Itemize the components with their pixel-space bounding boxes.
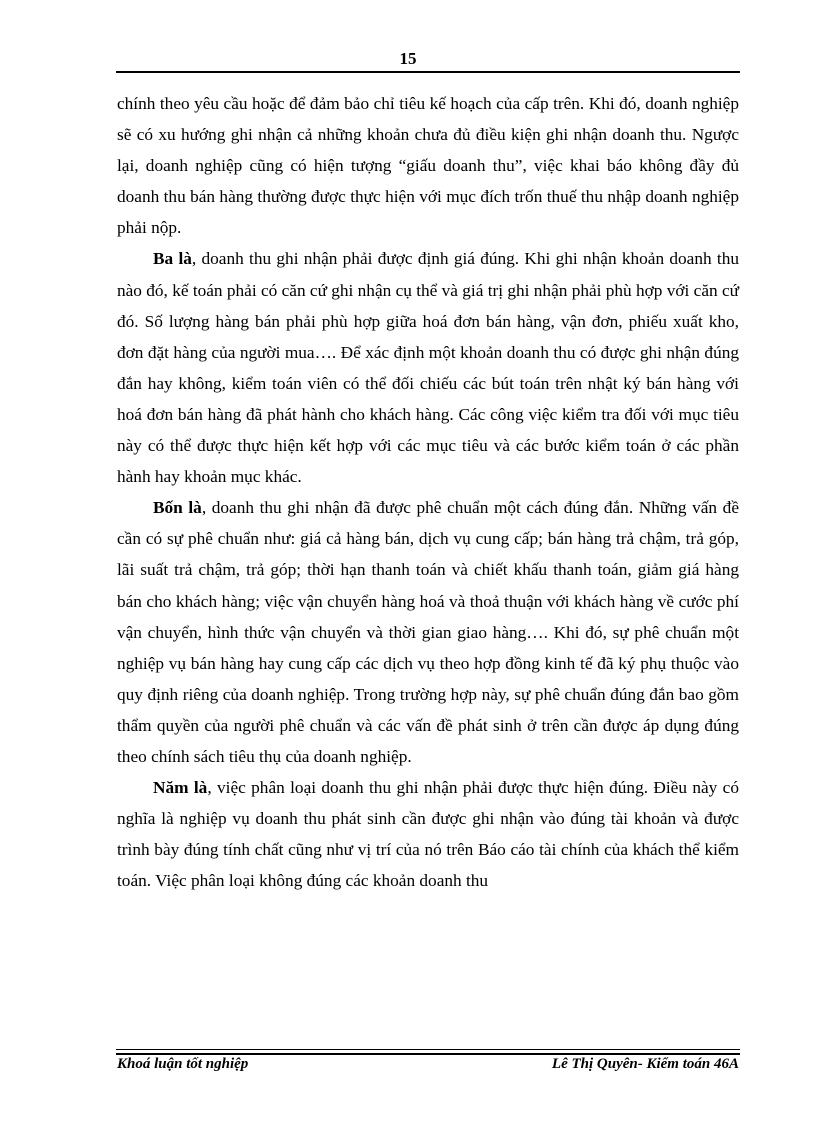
page-number: 15: [399, 49, 417, 68]
paragraph-lead: Năm là: [153, 778, 208, 798]
footer-rule: [116, 1049, 740, 1055]
paragraph-text: , doanh thu ghi nhận đã được phê chuẩn một cách đúng đắn. Những vấn đề cần có sự phê chuẩn như: giá cả hàng bán, dịch vụ cung cấp; bán hàng trả chậm, trả góp, lãi suất trả chậm, trả góp; thời hạn thanh toán và chiết khấu thanh toán, giảm giá hàng bán cho khách hàng; việc vận chuyển hàng hoá và thoả thuận với khách hàng về cước phí vận chuyển, hình thức vận chuyển và thời gian giao hàng…. Khi đó, sự phê chuẩn một nghiệp vụ bán hàng hay cung cấp các dịch vụ theo hợp đồng kinh tế đã ký phụ thuộc vào quy định riêng của doanh nghiệp. Trong trường hợp này, sự phê chuẩn đúng đắn bao gồm thẩm quyền của người phê chuẩn và các vấn đề phát sinh ở trên cần được áp dụng đúng theo chính sách tiêu thụ của doanh nghiệp.: [117, 498, 739, 766]
footer-author: Lê Thị Quyên- Kiểm toán 46A: [551, 1056, 739, 1072]
paragraph-continuation: [117, 88, 739, 243]
paragraph-lead: Ba là: [153, 249, 192, 269]
paragraph-text: , việc phân loại doanh thu ghi nhận phải được thực hiện đúng. Điều này có nghĩa là nghiệp vụ doanh thu phát sinh cần được ghi nhận vào đúng tài khoản và được trình bày đúng tính chất cũng như vị trí của nó trên Báo cáo tài chính của khách thể kiểm toán. Việc phân loại không đúng các khoản doanh thu: [117, 778, 739, 891]
footer-thesis-label: Khoá luận tốt nghiệp: [117, 1056, 249, 1072]
paragraph-lead: Bốn là: [153, 498, 202, 518]
paragraph-nam-la: [117, 772, 739, 896]
paragraph-text: , doanh thu ghi nhận phải được định giá đúng. Khi ghi nhận khoản doanh thu nào đó, kế toán phải có căn cứ ghi nhận cụ thể và giá trị ghi nhận phải phù hợp với căn cứ đó. Số lượng hàng bán phải phù hợp giữa hoá đơn bán hàng, vận đơn, phiếu xuất kho, đơn đặt hàng của người mua…. Để xác định một khoản doanh thu có được ghi nhận đúng đắn hay không, kiểm toán viên có thể đối chiếu các bút toán trên nhật ký bán hàng với hoá đơn bán hàng đã phát hành cho khách hàng. Các công việc kiểm tra đối với mục tiêu này có thể được thực hiện kết hợp với các mục tiêu và các bước kiểm toán ở các phần hành hay khoản mục khác.: [117, 249, 739, 487]
paragraph-bon-la: [117, 492, 739, 772]
page-footer: [117, 1056, 739, 1080]
body-text: [117, 88, 739, 896]
header-rule: [116, 71, 740, 73]
paragraph-text: chính theo yêu cầu hoặc để đảm bảo chỉ tiêu kế hoạch của cấp trên. Khi đó, doanh nghiệp sẽ có xu hướng ghi nhận cả những khoản chưa đủ điều kiện ghi nhận doanh thu. Ngược lại, doanh nghiệp cũng có hiện tượng “giấu doanh thu”, việc khai báo không đầy đủ doanh thu bán hàng thường được thực hiện với mục đích trốn thuế thu nhập doanh nghiệp phải nộp.: [117, 94, 739, 238]
paragraph-ba-la: [117, 243, 739, 492]
